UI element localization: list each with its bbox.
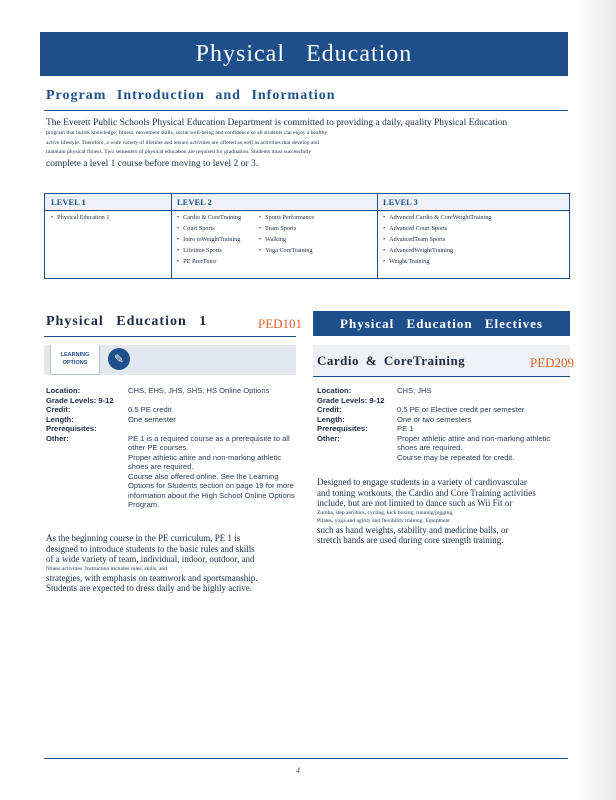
level2-item: • Team Sports xyxy=(259,223,371,234)
cardio-course-code: PED209 xyxy=(530,355,575,370)
description-line: strategies, with emphasis on teamwork and sportsmanship. xyxy=(46,572,258,583)
description-line: such as hand weights, stability and medicine balls, or xyxy=(317,524,509,535)
description-line: Students are expected to dress daily and be highly active. xyxy=(46,583,252,593)
detail-label: Length: xyxy=(46,414,74,424)
page-number: 4 xyxy=(296,766,300,775)
learning-options-tab[interactable] xyxy=(50,345,100,375)
description-line: As the beginning course in the PE curriculum, PE 1 is xyxy=(46,533,241,543)
intro-line: The Everett Public Schools Physical Education Department is committed to providing a daily, quality Physical Education xyxy=(46,118,508,128)
cardio-divider xyxy=(313,376,570,377)
pe1-details xyxy=(46,386,296,526)
detail-label: Other: xyxy=(46,433,69,443)
footer-divider xyxy=(44,758,568,759)
pe1-description xyxy=(46,533,302,594)
description-line: fitness activities. Instruction includes rules, skills, and xyxy=(46,565,168,572)
column-divider xyxy=(377,194,378,278)
level2-column-left xyxy=(177,212,267,278)
cardio-description xyxy=(317,477,573,546)
level2-item: • Walking xyxy=(259,234,371,245)
level2-item: • Intro toWeightTraining xyxy=(177,234,267,245)
level1-column xyxy=(51,212,167,278)
level2-item: • PE PeerTutor xyxy=(177,256,267,267)
description-line: include, but are not limited to dance such as Wii Fit or xyxy=(317,498,513,508)
detail-value: Proper athletic attire and non-marking athletic xyxy=(128,452,282,462)
learning-options-label: LEARNING OPTIONS xyxy=(60,352,90,366)
intro-paragraph xyxy=(46,117,566,170)
pe1-divider xyxy=(44,336,296,337)
detail-value: shoes are required. xyxy=(128,462,194,471)
level2-item: • Yoga CoreTraining xyxy=(259,245,371,256)
detail-label: Prerequisites: xyxy=(46,424,97,433)
detail-value: Options for Students section on page 19 for more xyxy=(128,481,294,490)
detail-value: 0.5 PE credit xyxy=(128,405,172,414)
cardio-details xyxy=(317,386,570,476)
detail-label: Credit: xyxy=(317,405,342,414)
description-line: designed to introduce students to the basic rules and skills xyxy=(46,543,255,554)
detail-label: Prerequisites: xyxy=(317,424,368,433)
detail-value: 0.5 PE or Elective credit per semester xyxy=(397,405,525,414)
level2-item: • Court Sports xyxy=(177,223,267,234)
intro-line: maintain physical fitness. Two semesters of physical education are required for graduation. Students must successfully xyxy=(46,149,312,155)
description-line: and toning workouts, the Cardio and Core Training activities xyxy=(317,487,536,498)
detail-value: CHS, EHS, JHS, SHS, HS Online Options xyxy=(128,386,270,395)
intro-line: complete a level 1 course before moving to level 2 or 3. xyxy=(46,158,259,169)
description-line: of a wide variety of team, individual, indoor, outdoor, and xyxy=(46,554,255,564)
electives-title: Physical Education Electives xyxy=(340,315,543,331)
intro-line: program that builds knowledge, fitness, movement skills, social well-being and confidence so all students can enjoy a healthy xyxy=(46,130,328,136)
detail-value: shoes are required. xyxy=(397,443,463,452)
level2-item: • Cardio & CoreTraining xyxy=(177,212,267,223)
level3-item: • Advanced Cardio & CoreWeightTraining xyxy=(383,212,563,223)
page-edge-shadow xyxy=(575,0,616,800)
detail-value: Course also offered online. See the Learning xyxy=(128,471,279,481)
description-line: Pilates, yoga and agility and flexibility training. Equipment xyxy=(317,517,450,524)
level3-item: • AdvancedWeightTraining xyxy=(383,245,563,256)
detail-label: Grade Levels: 9-12 xyxy=(46,395,114,405)
level3-item: • Advanced Court Sports xyxy=(383,223,563,234)
electives-banner xyxy=(313,311,570,336)
level2-header: LEVEL 2 xyxy=(171,194,377,211)
detail-label: Location: xyxy=(46,386,81,395)
description-line: Designed to engage students in a variety of cardiovascular xyxy=(317,477,527,487)
pe1-title: Physical Education 1 xyxy=(46,314,208,329)
detail-label: Credit: xyxy=(46,405,71,414)
detail-value: PE 1 is a required course as a prerequisite to all xyxy=(128,433,290,443)
detail-label: Other: xyxy=(317,433,340,443)
detail-label: Grade Levels: 9-12 xyxy=(317,395,385,405)
detail-label: Length: xyxy=(317,414,345,424)
level1-header: LEVEL 1 xyxy=(45,194,171,211)
level3-item: • Weight Training xyxy=(383,256,563,267)
detail-value: One or two semesters xyxy=(397,414,472,424)
description-line: Zumba, step aerobics, cycling, kick boxing, running/jogging, xyxy=(317,509,454,516)
level1-item: • Physical Education 1 xyxy=(51,212,167,223)
detail-value: other PE courses. xyxy=(128,443,189,452)
description-line: stretch bands are used during core strength training. xyxy=(317,535,504,545)
level3-header: LEVEL 3 xyxy=(377,194,569,211)
levels-table xyxy=(44,193,570,279)
detail-value: PE 1 xyxy=(397,424,414,433)
detail-label: Location: xyxy=(317,386,352,395)
pe1-course-code: PED101 xyxy=(258,316,303,331)
detail-value: Course may be repeated for credit. xyxy=(397,452,515,462)
intro-divider xyxy=(44,110,568,111)
level2-item: • Sports Performance xyxy=(259,212,371,223)
detail-value: One semester xyxy=(128,414,176,424)
detail-value: information about the High School Online Options xyxy=(128,490,295,500)
column-divider xyxy=(171,194,172,278)
online-learning-icon: ✎ xyxy=(108,348,130,370)
detail-value: Proper athletic attire and non-marking athletic xyxy=(397,433,551,443)
level2-column-right xyxy=(259,212,371,278)
level2-item: • Lifetime Sports xyxy=(177,245,267,256)
level3-column xyxy=(383,212,563,278)
intro-heading: Program Introduction and Information xyxy=(46,88,336,103)
level3-item: • AdvancedTeam Sports xyxy=(383,234,563,245)
detail-value: CHS, JHS xyxy=(397,386,432,395)
page-banner xyxy=(40,32,568,76)
cardio-title: Cardio & CoreTraining xyxy=(317,353,466,368)
detail-value: Program. xyxy=(128,500,160,509)
intro-line: active lifestyle. Therefore, a wide variety of lifetime and leisure activities are offered as well as activities that develop and xyxy=(46,139,319,146)
banner-title: Physical Education xyxy=(195,40,413,67)
